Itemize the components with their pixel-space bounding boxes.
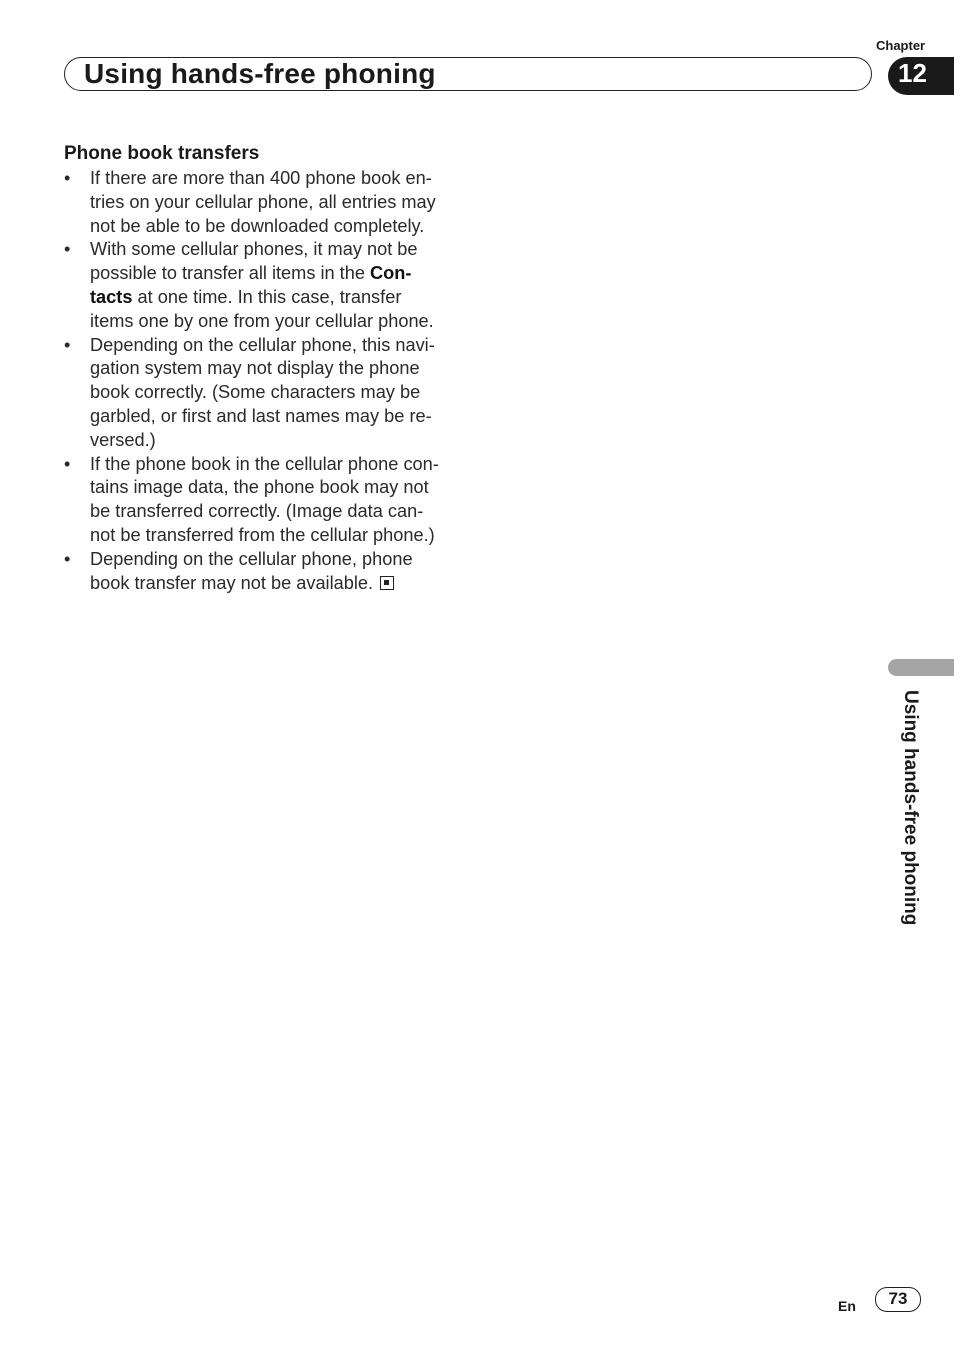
text-line [90,286,464,310]
text-line [90,262,464,286]
text-line: book correctly. (Some characters may be [90,382,421,403]
text-line: tries on your cellular phone, all entries may [90,191,436,212]
contacts-term: Con- [370,263,412,284]
text-line: garbled, or first and last names may be re- [90,405,432,426]
list-item [64,453,464,548]
page-number: 73 [875,1287,921,1312]
text-line: If there are more than 400 phone book en- [90,168,432,188]
chapter-number: 12 [898,58,927,88]
text-line: versed.) [90,429,156,450]
end-of-section-square-icon [380,576,394,590]
text-line [90,572,464,596]
bullet-icon: • [64,334,71,355]
text-line: Depending on the cellular phone, phone [90,548,413,569]
bullet-list [64,167,464,595]
list-item [64,548,464,596]
text-line: Depending on the cellular phone, this navi- [90,334,435,355]
side-tab [888,659,954,676]
text-fragment: at one time. In this case, transfer [137,286,402,307]
bullet-icon: • [64,168,71,188]
list-item [64,167,464,238]
bullet-icon: • [64,239,71,260]
list-item [64,238,464,333]
text-line: items one by one from your cellular phone. [90,310,434,331]
bullet-icon: • [64,453,71,474]
text-fragment: possible to transfer all items in the [90,263,365,284]
text-line: If the phone book in the cellular phone con- [90,453,439,474]
language-code: En [838,1298,856,1314]
section-heading: Phone book transfers [64,143,260,164]
bullet-icon: • [64,548,71,569]
text-line: With some cellular phones, it may not be [90,239,418,260]
text-line: tains image data, the phone book may not [90,477,429,498]
text-line: be transferred correctly. (Image data can- [90,501,424,522]
text-fragment: book transfer may not be available. [90,572,374,593]
text-line: not be transferred from the cellular phone.) [90,524,435,545]
contacts-term: tacts [90,286,133,307]
list-item [64,334,464,453]
text-line: gation system may not display the phone [90,358,420,379]
text-line: not be able to be downloaded completely. [90,215,425,236]
chapter-label: Chapter [876,38,926,53]
page-title: Using hands-free phoning [84,58,436,89]
side-tab-label: Using hands-free phoning [900,690,921,926]
